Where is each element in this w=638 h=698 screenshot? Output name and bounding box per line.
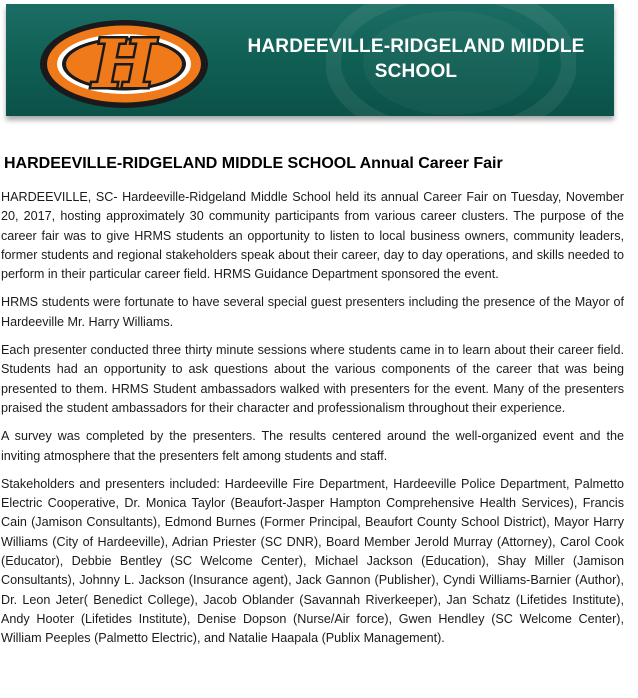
article-title: HARDEEVILLE-RIDGELAND MIDDLE SCHOOL Annual Career Fair [4,155,503,172]
article-paragraph: A survey was completed by the presenters. The results centered around the well-organized event and the inviting atmosphere that the presenters felt among students and staff. [1,429,624,463]
article-body [1,188,624,658]
header-banner [6,4,614,116]
school-logo [36,14,216,114]
school-name-line-2: SCHOOL [374,61,458,82]
article-paragraph: Stakeholders and presenters included: Hardeeville Fire Department, Hardeeville Police Department, Palmetto Electric Cooperative, Dr. Monica Taylor (Beaufort-Jasper Hampton Comprehensive Health Services), Francis Cain (Jamison Consultants), Edmond Burnes (Former Principal, Beaufort County School District), Mayor Harry Williams (City of Hardeeville), Adrian Priester (SC DNR), Board Member Jerold Murray (Attorney), Carol Cook (Educator), Debbie Bentley (SC Welcome Center), Michael Jackson (Education), Shay Miller (Jamison Consultants), Johnny L. Jackson (Insurance agent), Jack Gannon (Publisher), Cyndi Williams-Barnier (Author), Dr. Leon Jeter( Benedict College), Jacob Oblander (Savannah Riverkeeper), Jan Schatz (Lifetides Institute), Andy Hooter (Lifetides Institute), Denise Dopson (Nurse/Air force), Gwen Hendley (SC Welcome Center), William Peeples (Palmetto Electric), and Natalie Haapala (Publix Management). [1,476,624,646]
article-paragraph: HRMS students were fortunate to have several special guest presenters including the presence of the Mayor of Hardeeville Mr. Harry Williams. [1,295,624,329]
article-paragraph: Each presenter conducted three thirty minute sessions where students came in to learn about their career field. Students had an opportunity to ask questions about the various components of the career that was being presented to them. HRMS Student ambassadors walked with presenters for the event. Many of the presenters praised the student ambassadors for their character and professionalism throughout their experience. [1,343,624,415]
logo-letter: H [92,25,156,103]
article-paragraph: HARDEEVILLE, SC- Hardeeville-Ridgeland Middle School held its annual Career Fair on Tuesday, November 20, 2017, hosting approximately 30 community participants from various career clusters. The purpose of the career fair was to give HRMS students an opportunity to listen to local business owners, community leaders, former students and regional stakeholders speak about their career, day to day operations, and skills needed to perform in their particular career field. HRMS Guidance Department sponsored the event. [1,190,624,282]
school-name [216,34,614,84]
school-name-line-1: HARDEEVILLE-RIDGELAND MIDDLE [247,36,585,57]
